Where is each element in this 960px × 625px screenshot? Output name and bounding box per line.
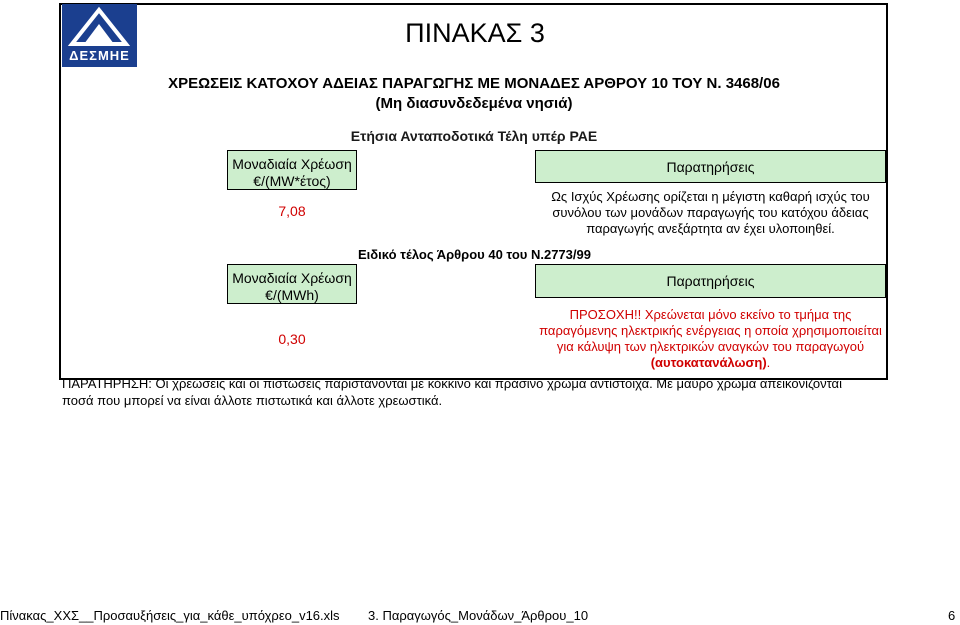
section2-heading: Ειδικό τέλος Άρθρου 40 του Ν.2773/99 (358, 247, 591, 262)
section2-notes (535, 307, 886, 371)
subtitle-line-1: ΧΡΕΩΣΕΙΣ ΚΑΤΟΧΟΥ ΑΔΕΙΑΣ ΠΑΡΑΓΩΓΗΣ ΜΕ ΜΟΝΑΔΕΣ ΑΡΘΡΟΥ 10 ΤΟΥ Ν. 3468/06 (168, 75, 780, 92)
section2-notes-line-1 (535, 307, 886, 323)
footnote (62, 375, 902, 409)
section1-unit-box (227, 150, 357, 190)
section2-unit-box (227, 264, 357, 304)
section1-notes-heading: Παρατηρήσεις (666, 159, 755, 175)
footer-sheet-name: 3. Παραγωγός_Μονάδων_Άρθρου_10 (368, 608, 589, 623)
section1-notes-heading-box (535, 150, 886, 183)
footer-page-number: 6 (948, 608, 956, 623)
footnote-line-1: ΠΑΡΑΤΗΡΗΣΗ: Οι χρεώσεις και οι πιστώσεις παριστάνονται με κόκκινο και πράσινο χρώμα αντίστοιχα. Με μαύρο χρώμα απεικονίζονται (62, 376, 842, 391)
section1-unit-label: Μοναδιαία Χρέωση (232, 156, 352, 172)
logo-text: ΔΕΣΜΗΕ (69, 48, 130, 63)
section2-value: 0,30 (278, 331, 306, 347)
section1-value: 7,08 (278, 203, 306, 219)
section2-notes-line-2: παραγόμενης ηλεκτρικής ενέργειας η οποία χρησιμοποιείται (539, 323, 882, 338)
section1-notes-line-2: συνόλου των μονάδων παραγωγής του κατόχου άδειας (552, 205, 869, 220)
section2-notes-line-3: για κάλυψη των ηλεκτρικών αναγκών του παραγωγού (556, 339, 865, 354)
section1-heading: Ετήσια Ανταποδοτικά Τέλη υπέρ ΡΑΕ (350, 128, 598, 144)
section2-notes-line-4 (535, 355, 886, 371)
section2-notes-heading: Παρατηρήσεις (666, 273, 755, 289)
desmie-logo (62, 4, 137, 67)
section1-notes-line-1: Ως Ισχύς Χρέωσης ορίζεται η μέγιστη καθαρή ισχύς του (551, 189, 870, 204)
subtitle-line-2: (Μη διασυνδεδεμένα νησιά) (375, 95, 573, 112)
table-subtitle (62, 74, 886, 114)
section2-notes-line-1-text: Χρεώνεται μόνο εκείνο το τμήμα της (641, 307, 852, 322)
section2-notes-tail: . (766, 355, 771, 370)
section1-notes (535, 189, 886, 237)
section1-notes-line-3: παραγωγής ανεξάρτητα αν έχει υλοποιηθεί. (586, 221, 835, 236)
logo-mark-icon (62, 4, 137, 50)
page-title: ΠΙΝΑΚΑΣ 3 (405, 18, 545, 48)
section2-unit: €/(MWh) (265, 287, 319, 303)
footnote-line-2: ποσά που μπορεί να είναι άλλοτε πιστωτικά και άλλοτε χρεωστικά. (62, 393, 443, 408)
section2-notes-heading-box (535, 264, 886, 298)
section1-unit: €/(MW*έτος) (253, 173, 331, 189)
section2-notes-bold: (αυτοκατανάλωση) (650, 355, 767, 370)
section2-unit-label: Μοναδιαία Χρέωση (232, 270, 352, 286)
section2-notes-prefix: ΠΡΟΣΟΧΗ!! (569, 307, 642, 322)
footer-file-name: Πίνακας_ΧΧΣ__Προσαυξήσεις_για_κάθε_υπόχρεο_v16.xls (0, 608, 340, 623)
